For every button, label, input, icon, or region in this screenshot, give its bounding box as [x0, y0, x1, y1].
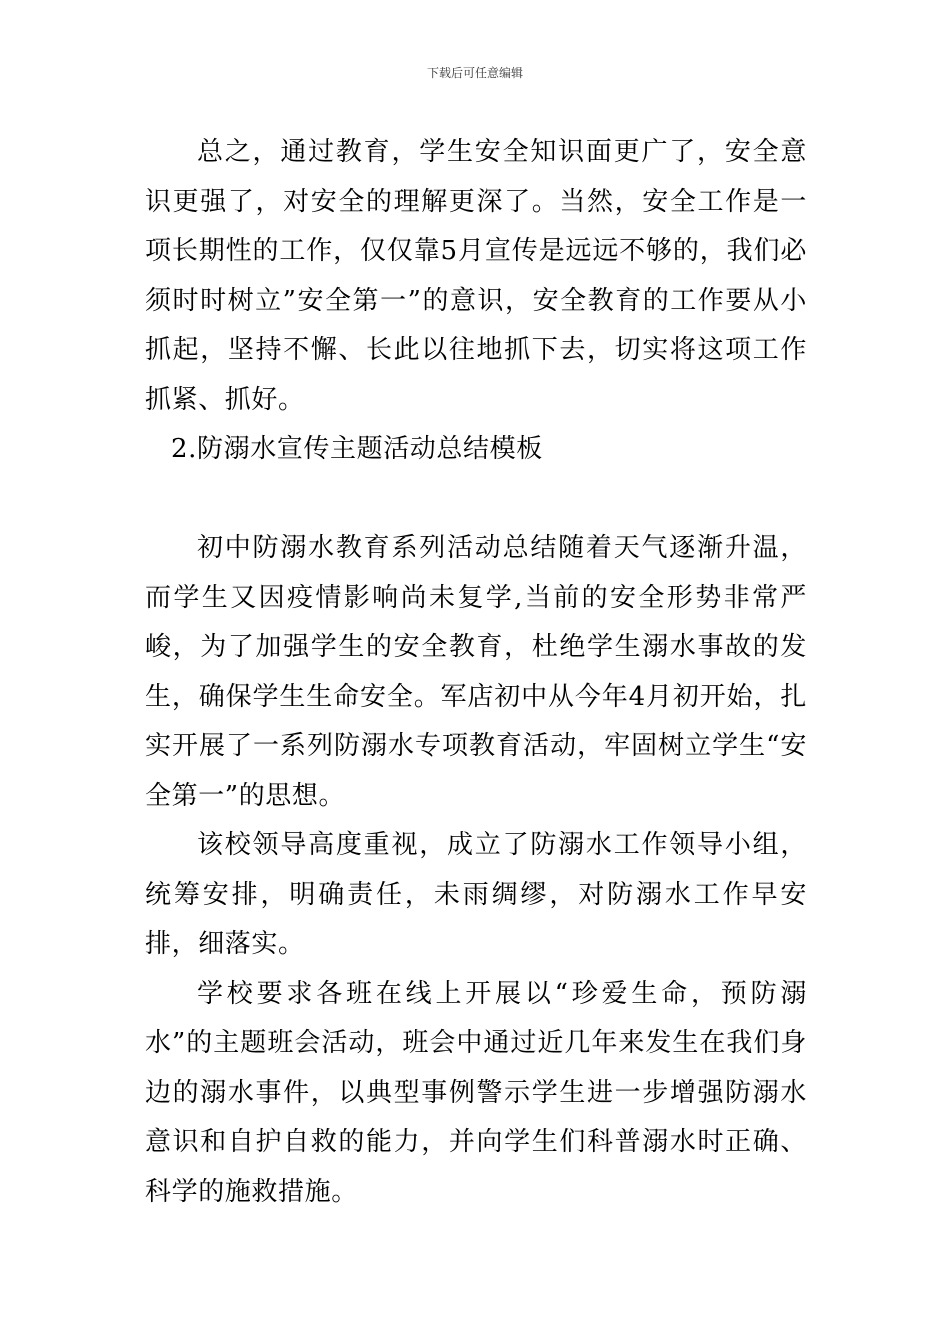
page-header: 下载后可任意编辑 [426, 66, 523, 80]
paragraph-intro: 初中防溺水教育系列活动总结随着天气逐渐升温，而学生又因疫情影响尚未复学,当前的安全形势非常严峻，为了加强学生的安全教育，杜绝学生溺水事故的发生，确保学生生命安全。军店初中从今年4月初开始，扎实开展了一系列防溺水专项教育活动，牢固树立学生“安全第一”的思想。 [145, 533, 807, 811]
document-body [145, 128, 807, 1217]
blank-line [145, 475, 807, 525]
section-heading: 2.防溺水宣传主题活动总结模板 [171, 434, 543, 464]
paragraph-summary: 总之，通过教育，学生安全知识面更广了，安全意识更强了，对安全的理解更深了。当然，安全工作是一项长期性的工作，仅仅靠5月宣传是远远不够的，我们必须时时树立”安全第一”的意识，安全教育的工作要从小抓起，坚持不懈、长此以往地抓下去，切实将这项工作抓紧、抓好。 [145, 137, 807, 415]
paragraph-class-meeting: 学校要求各班在线上开展以“珍爱生命，预防溺水”的主题班会活动，班会中通过近几年来发生在我们身边的溺水事件，以典型事例警示学生进一步增强防溺水意识和自护自救的能力，并向学生们科普溺水时正确、科学的施救措施。 [145, 978, 807, 1207]
paragraph-leadership: 该校领导高度重视，成立了防溺水工作领导小组，统筹安排，明确责任，未雨绸缪，对防溺水工作早安排，细落实。 [145, 830, 807, 959]
